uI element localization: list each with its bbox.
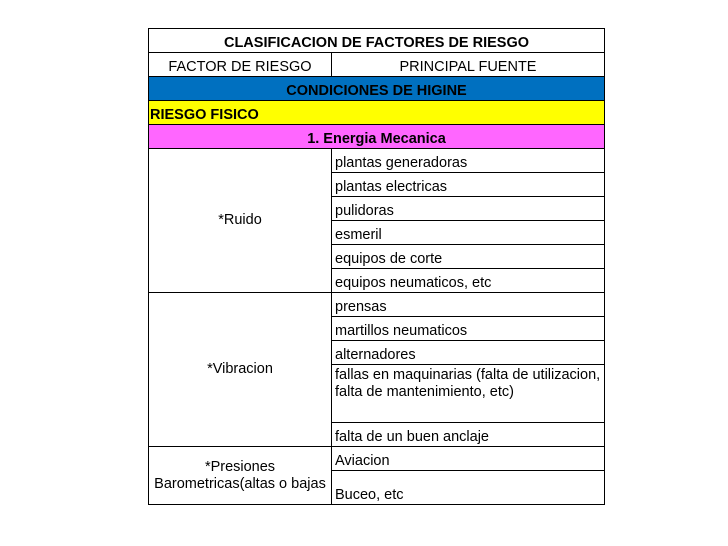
source-cell: pulidoras bbox=[332, 197, 605, 221]
condition-band: CONDICIONES DE HIGINE bbox=[149, 77, 605, 101]
title-row bbox=[149, 29, 605, 53]
energy-band-row bbox=[149, 125, 605, 149]
risk-band: RIESGO FISICO bbox=[149, 101, 605, 125]
source-cell: fallas en maquinarias (falta de utilizacion, falta de mantenimiento, etc) bbox=[332, 365, 605, 423]
source-cell: equipos de corte bbox=[332, 245, 605, 269]
table-row bbox=[149, 149, 605, 173]
risk-table bbox=[148, 28, 605, 505]
source-cell: equipos neumaticos, etc bbox=[332, 269, 605, 293]
header-row bbox=[149, 53, 605, 77]
table-row bbox=[149, 293, 605, 317]
source-cell: falta de un buen anclaje bbox=[332, 423, 605, 447]
source-cell: martillos neumaticos bbox=[332, 317, 605, 341]
risk-classification-sheet bbox=[148, 28, 604, 505]
header-factor: FACTOR DE RIESGO bbox=[149, 53, 332, 77]
source-cell: alternadores bbox=[332, 341, 605, 365]
source-cell: Buceo, etc bbox=[332, 471, 605, 505]
risk-band-row bbox=[149, 101, 605, 125]
factor-cell-presiones: *Presiones Barometricas(altas o bajas bbox=[149, 447, 332, 505]
source-cell: Aviacion bbox=[332, 447, 605, 471]
source-cell: esmeril bbox=[332, 221, 605, 245]
factor-cell-ruido: *Ruido bbox=[149, 149, 332, 293]
condition-band-row bbox=[149, 77, 605, 101]
table-title: CLASIFICACION DE FACTORES DE RIESGO bbox=[149, 29, 605, 53]
source-cell: plantas generadoras bbox=[332, 149, 605, 173]
energy-band: 1. Energia Mecanica bbox=[149, 125, 605, 149]
source-cell: prensas bbox=[332, 293, 605, 317]
source-cell: plantas electricas bbox=[332, 173, 605, 197]
factor-cell-vibracion: *Vibracion bbox=[149, 293, 332, 447]
table-row bbox=[149, 447, 605, 471]
header-source: PRINCIPAL FUENTE bbox=[332, 53, 605, 77]
